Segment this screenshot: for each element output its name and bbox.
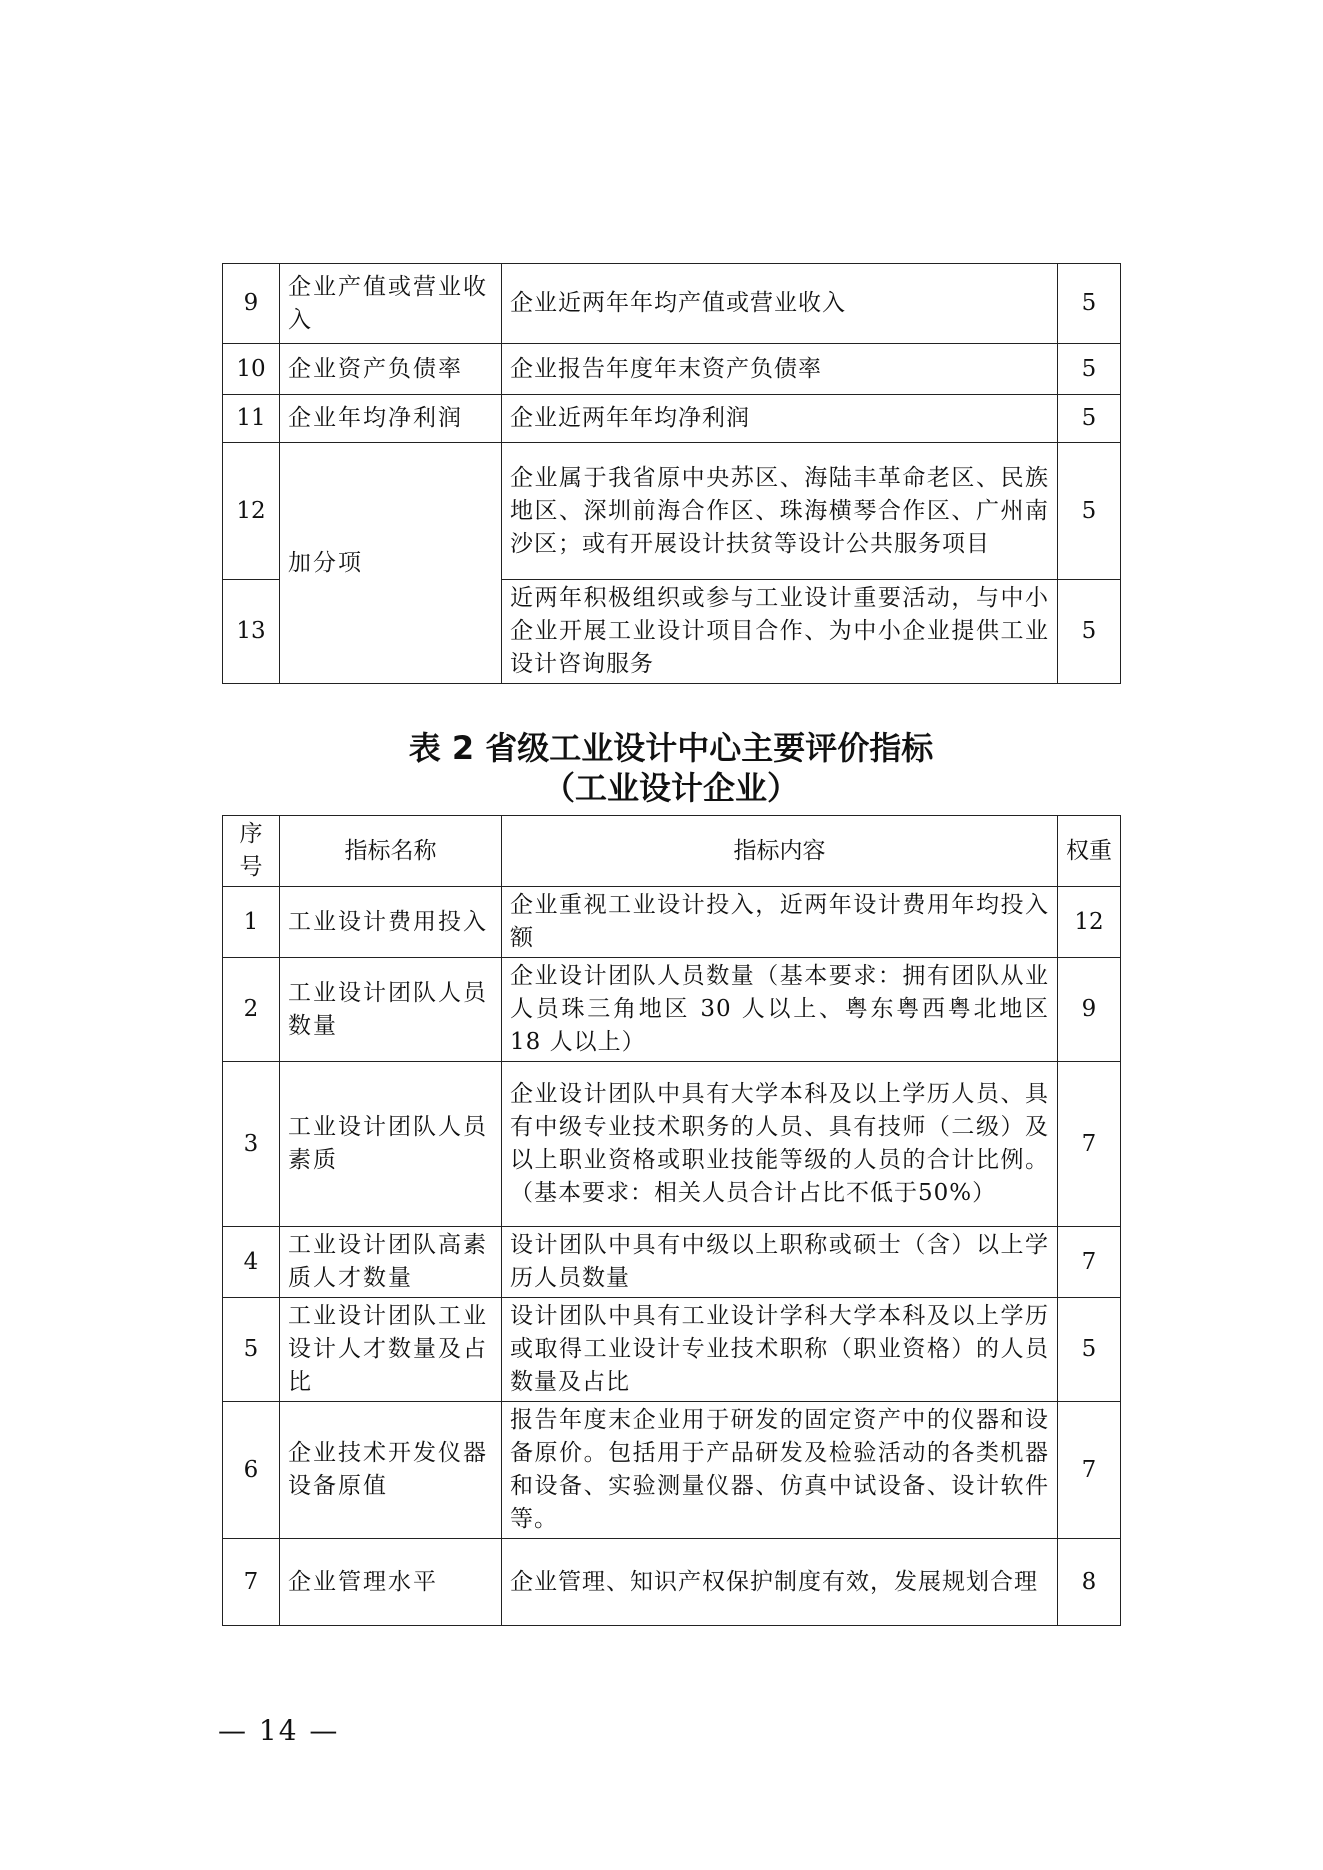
indicator-content: 设计团队中具有中级以上职称或硕士（含）以上学历人员数量 (502, 1227, 1058, 1298)
evaluation-table (222, 815, 1121, 1626)
table-row (223, 395, 1121, 443)
indicator-name: 工业设计团队高素质人才数量 (280, 1227, 502, 1298)
indicator-name: 工业设计团队人员数量 (280, 958, 502, 1062)
row-number: 4 (223, 1227, 280, 1298)
indicator-weight: 5 (1058, 580, 1121, 684)
indicator-weight: 7 (1058, 1402, 1121, 1539)
indicator-content: 近两年积极组织或参与工业设计重要活动，与中小企业开展工业设计项目合作、为中小企业提供工业设计咨询服务 (502, 580, 1058, 684)
table-subtitle: （工业设计企业） (542, 769, 799, 807)
row-number: 7 (223, 1539, 280, 1626)
table-row (223, 887, 1121, 958)
indicator-content: 企业近两年年均产值或营业收入 (502, 264, 1058, 344)
indicator-content: 企业报告年度年末资产负债率 (502, 344, 1058, 395)
row-number: 13 (223, 580, 280, 684)
header-name: 指标名称 (280, 816, 502, 887)
header-content: 指标内容 (502, 816, 1058, 887)
table-row (223, 264, 1121, 344)
evaluation-table-continued (222, 263, 1121, 684)
indicator-content: 企业设计团队人员数量（基本要求：拥有团队从业人员珠三角地区 30 人以上、粤东粤西粤北地区 18 人以上） (502, 958, 1058, 1062)
indicator-content: 企业管理、知识产权保护制度有效，发展规划合理 (502, 1539, 1058, 1626)
indicator-name: 企业管理水平 (280, 1539, 502, 1626)
indicator-name: 企业年均净利润 (280, 395, 502, 443)
table-row (223, 443, 1121, 580)
row-number: 12 (223, 443, 280, 580)
indicator-content: 企业近两年年均净利润 (502, 395, 1058, 443)
indicator-name: 工业设计团队工业设计人才数量及占比 (280, 1298, 502, 1402)
table-row (223, 1227, 1121, 1298)
row-number: 10 (223, 344, 280, 395)
indicator-content: 报告年度末企业用于研发的固定资产中的仪器和设备原价。包括用于产品研发及检验活动的各类机器和设备、实验测量仪器、仿真中试设备、设计软件等。 (502, 1402, 1058, 1539)
row-number: 2 (223, 958, 280, 1062)
page-number: — 14 — (218, 1714, 340, 1747)
indicator-weight: 5 (1058, 264, 1121, 344)
indicator-name: 加分项 (280, 443, 502, 684)
table-row (223, 1298, 1121, 1402)
indicator-name: 工业设计团队人员素质 (280, 1062, 502, 1227)
indicator-name: 工业设计费用投入 (280, 887, 502, 958)
indicator-weight: 5 (1058, 395, 1121, 443)
indicator-name: 企业产值或营业收入 (280, 264, 502, 344)
indicator-weight: 7 (1058, 1227, 1121, 1298)
indicator-content: 企业设计团队中具有大学本科及以上学历人员、具有中级专业技术职务的人员、具有技师（二级）及以上职业资格或职业技能等级的人员的合计比例。（基本要求：相关人员合计占比不低于50%） (502, 1062, 1058, 1227)
table-title: 表 2 省级工业设计中心主要评价指标 (408, 729, 934, 767)
indicator-weight: 7 (1058, 1062, 1121, 1227)
row-number: 1 (223, 887, 280, 958)
indicator-weight: 5 (1058, 443, 1121, 580)
row-number: 3 (223, 1062, 280, 1227)
indicator-weight: 9 (1058, 958, 1121, 1062)
indicator-content: 企业属于我省原中央苏区、海陆丰革命老区、民族地区、深圳前海合作区、珠海横琴合作区、广州南沙区；或有开展设计扶贫等设计公共服务项目 (502, 443, 1058, 580)
row-number: 5 (223, 1298, 280, 1402)
table-row (223, 1062, 1121, 1227)
header-number: 序号 (223, 816, 280, 887)
indicator-content: 企业重视工业设计投入，近两年设计费用年均投入额 (502, 887, 1058, 958)
indicator-name: 企业资产负债率 (280, 344, 502, 395)
header-weight: 权重 (1058, 816, 1121, 887)
indicator-weight: 8 (1058, 1539, 1121, 1626)
row-number: 9 (223, 264, 280, 344)
row-number: 6 (223, 1402, 280, 1539)
table-row (223, 958, 1121, 1062)
table-row (223, 1402, 1121, 1539)
table-row (223, 1539, 1121, 1626)
indicator-weight: 5 (1058, 1298, 1121, 1402)
indicator-weight: 12 (1058, 887, 1121, 958)
indicator-weight: 5 (1058, 344, 1121, 395)
table-row (223, 344, 1121, 395)
indicator-content: 设计团队中具有工业设计学科大学本科及以上学历或取得工业设计专业技术职称（职业资格）的人员数量及占比 (502, 1298, 1058, 1402)
indicator-name: 企业技术开发仪器设备原值 (280, 1402, 502, 1539)
row-number: 11 (223, 395, 280, 443)
table-header-row (223, 816, 1121, 887)
